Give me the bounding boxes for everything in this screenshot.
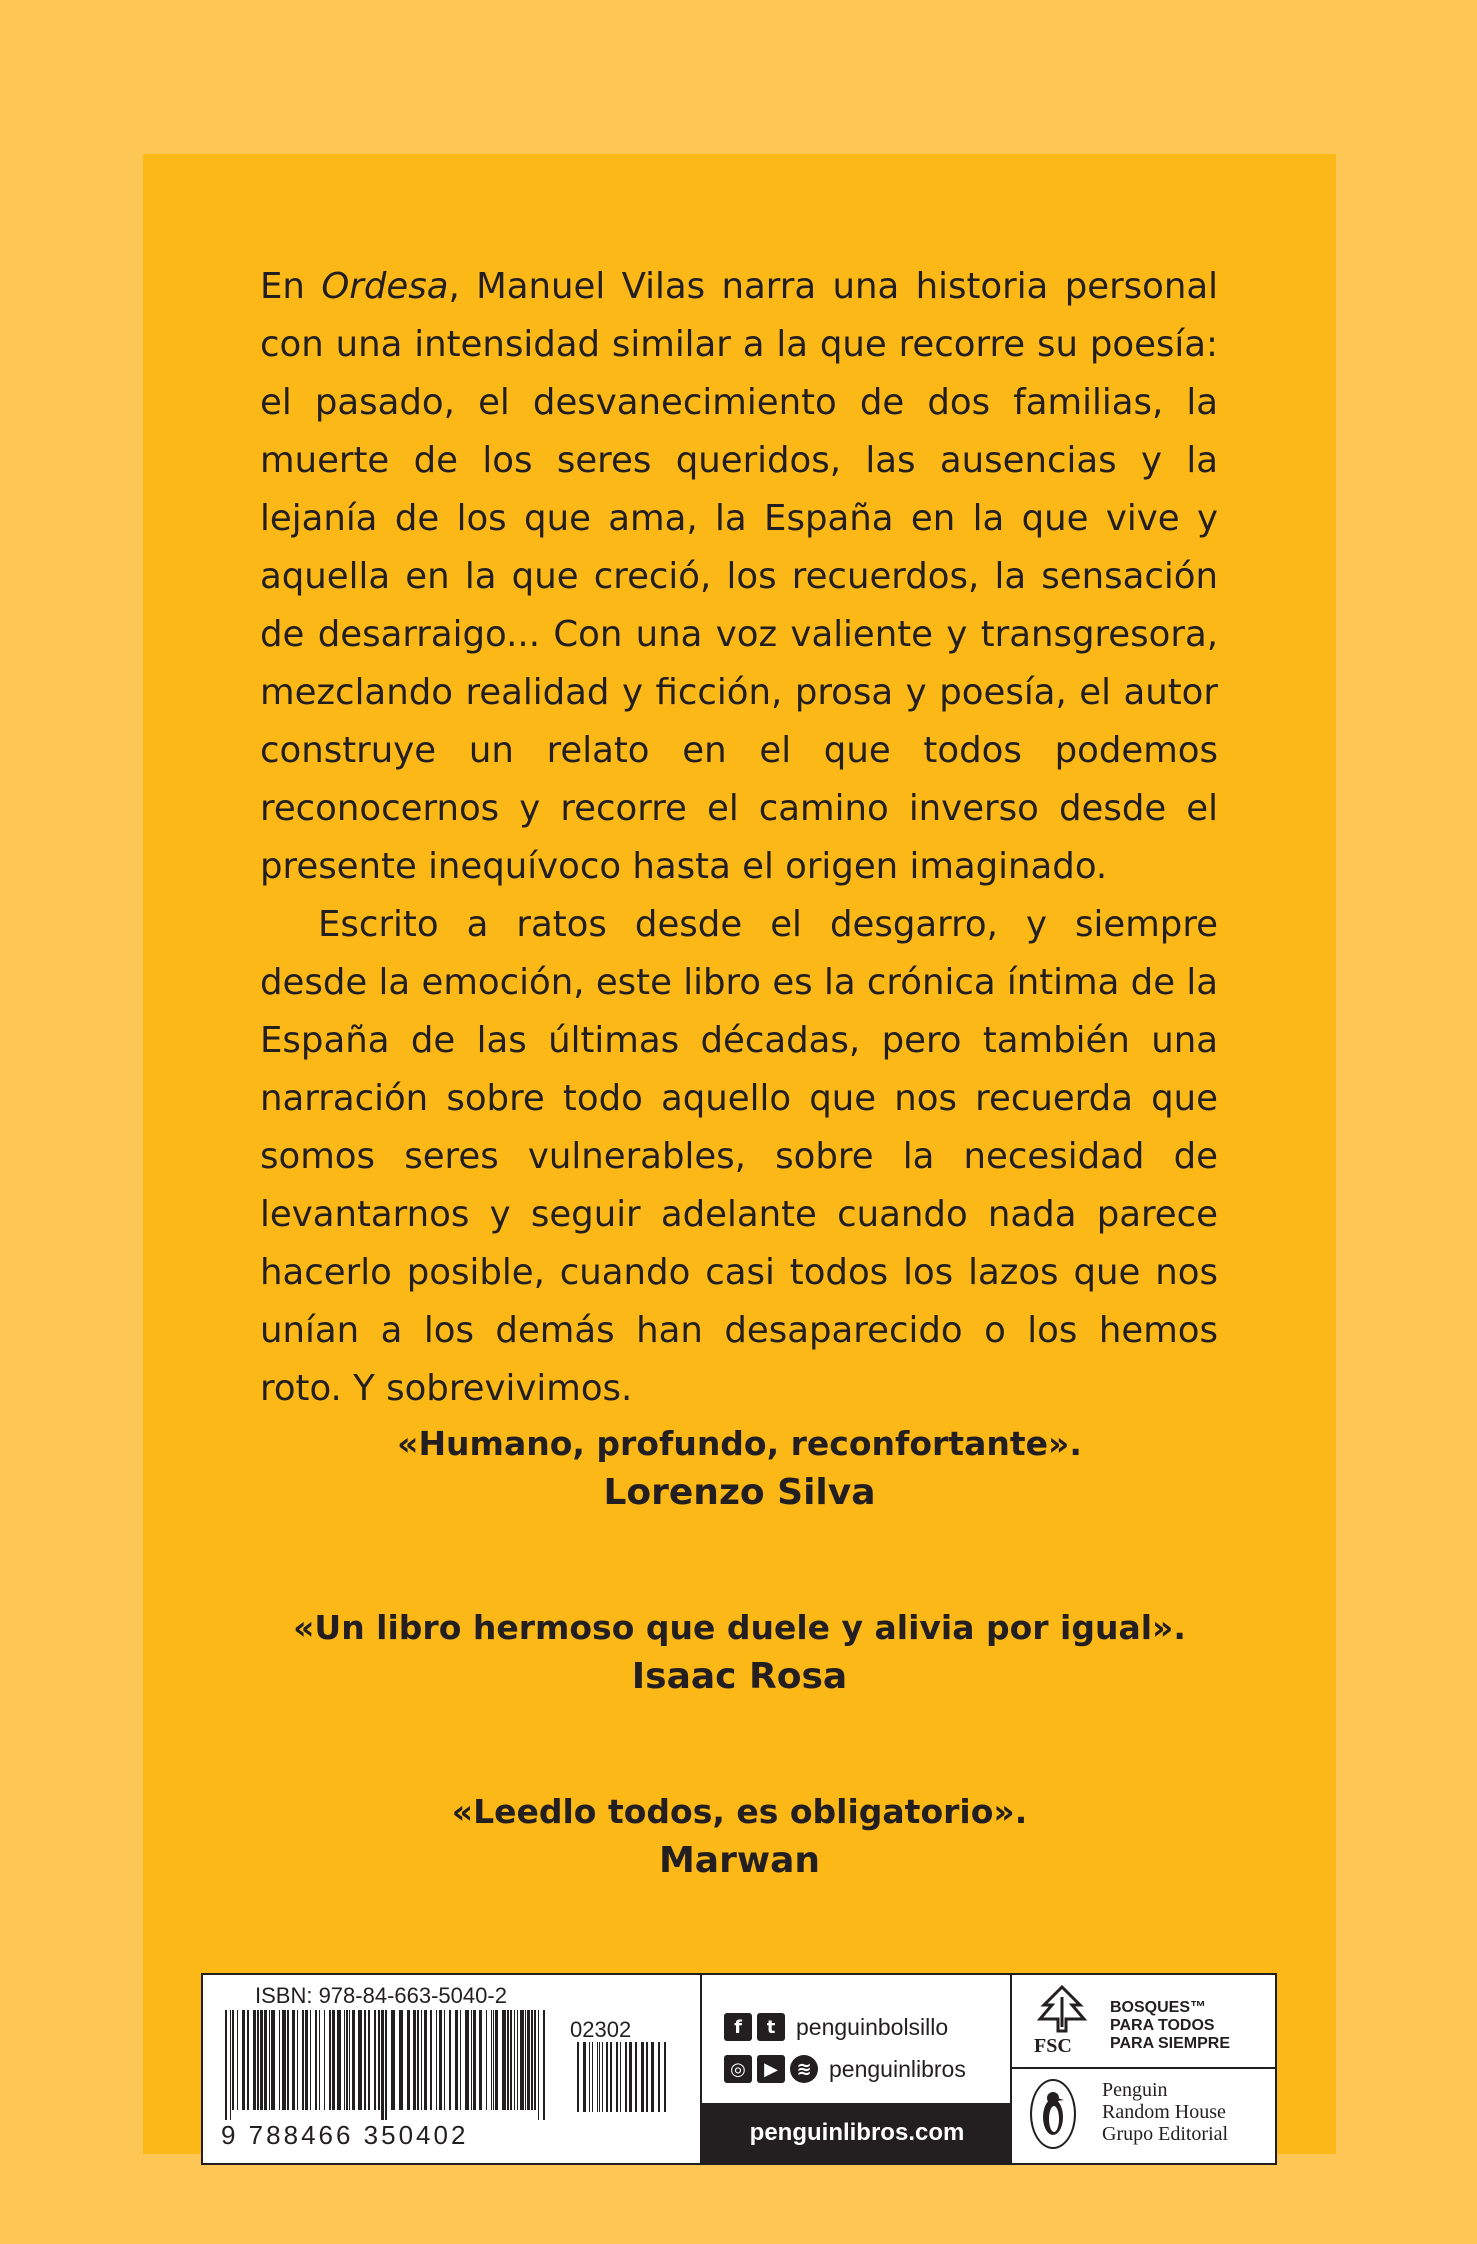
instagram-icon[interactable]: ◎ — [724, 2055, 752, 2083]
social-row-libros — [724, 2055, 966, 2083]
youtube-icon[interactable]: ▶ — [757, 2055, 785, 2083]
fsc-certification — [1012, 1975, 1277, 2069]
quote-author: Lorenzo Silva — [603, 1472, 876, 1513]
barcode-digits: 9 788466 350402 — [221, 2120, 469, 2150]
facebook-icon[interactable]: f — [724, 2013, 752, 2041]
fsc-slogan-line: BOSQUES™ — [1110, 1999, 1207, 2016]
logos-area — [1010, 1975, 1277, 2163]
barcode-icon — [225, 2010, 685, 2120]
review-quote — [143, 1788, 1336, 1886]
barcode-area — [203, 1975, 700, 2163]
isbn-label: ISBN: 978-84-663-5040-2 — [255, 1983, 507, 2008]
review-quote — [143, 1604, 1336, 1702]
publisher-name-line: Random House — [1102, 2101, 1226, 2123]
synopsis-paragraph-1 — [260, 258, 1218, 896]
review-quotes — [143, 1420, 1336, 1972]
publisher-logo — [1012, 2069, 1277, 2163]
spotify-icon[interactable]: ≋ — [790, 2055, 818, 2083]
social-handle[interactable]: penguinbolsillo — [796, 2013, 949, 2040]
synopsis-paragraph-2: Escrito a ratos desde el desgarro, y siempre desde la emoción, este libro es la crónica íntima de la España de las últimas décadas, pero también una narración sobre todo aquello que nos recuerda que somos seres vulnerables, sobre la necesidad de levantarnos y seguir adelante cuando nada parece hacerlo posible, cuando casi todos los lazos que nos unían a los demás han desaparecido o los hemos roto. Y sobrevivimos. — [260, 904, 1218, 1409]
publisher-info-box — [201, 1973, 1277, 2165]
synopsis-text: , Manuel Vilas narra una historia personal con una intensidad similar a la que recorre su poesía: el pasado, el desvanecimiento de dos familias, la muerte de los seres queridos, las ausencias y la lejanía de los que ama, la España en la que vive y aquella en la que creció, los recuerdos, la sensación de desarraigo... Con una voz valiente y transgresora, mezclando realidad y ficción, prosa y poesía, el autor construye un relato en el que todos podemos reconocernos y recorre el camino inverso desde el presente inequívoco hasta el origen imaginado. — [260, 266, 1218, 887]
fsc-slogan-line: PARA TODOS — [1110, 2017, 1215, 2034]
penguin-icon — [1030, 2079, 1076, 2149]
quote-author: Isaac Rosa — [631, 1656, 848, 1697]
synopsis-text: En — [260, 266, 322, 307]
fsc-label: FSC — [1034, 2035, 1072, 2057]
publisher-name-line: Grupo Editorial — [1102, 2123, 1229, 2145]
fsc-tree-icon — [1032, 1983, 1092, 2035]
book-title-italic: Ordesa — [321, 266, 449, 307]
twitter-icon[interactable]: t — [757, 2013, 785, 2041]
quote-text: «Leedlo todos, es obligatorio». — [451, 1792, 1028, 1831]
synopsis — [260, 258, 1218, 1418]
quote-text: «Humano, profundo, reconfortante». — [397, 1424, 1082, 1463]
social-handle[interactable]: penguinlibros — [829, 2055, 966, 2082]
publisher-name-line: Penguin — [1102, 2079, 1168, 2101]
fsc-slogan — [1110, 1999, 1230, 2053]
social-row-bolsillo — [724, 2013, 948, 2041]
website-link[interactable]: penguinlibros.com — [702, 2103, 1012, 2163]
social-media-area — [700, 1975, 1012, 2163]
review-quote — [143, 1420, 1336, 1518]
publisher-name — [1102, 2079, 1228, 2145]
fsc-slogan-line: PARA SIEMPRE — [1110, 2035, 1231, 2052]
quote-text: «Un libro hermoso que duele y alivia por igual». — [293, 1608, 1186, 1647]
barcode-addon-number: 02302 — [570, 2017, 632, 2042]
quote-author: Marwan — [658, 1840, 821, 1881]
